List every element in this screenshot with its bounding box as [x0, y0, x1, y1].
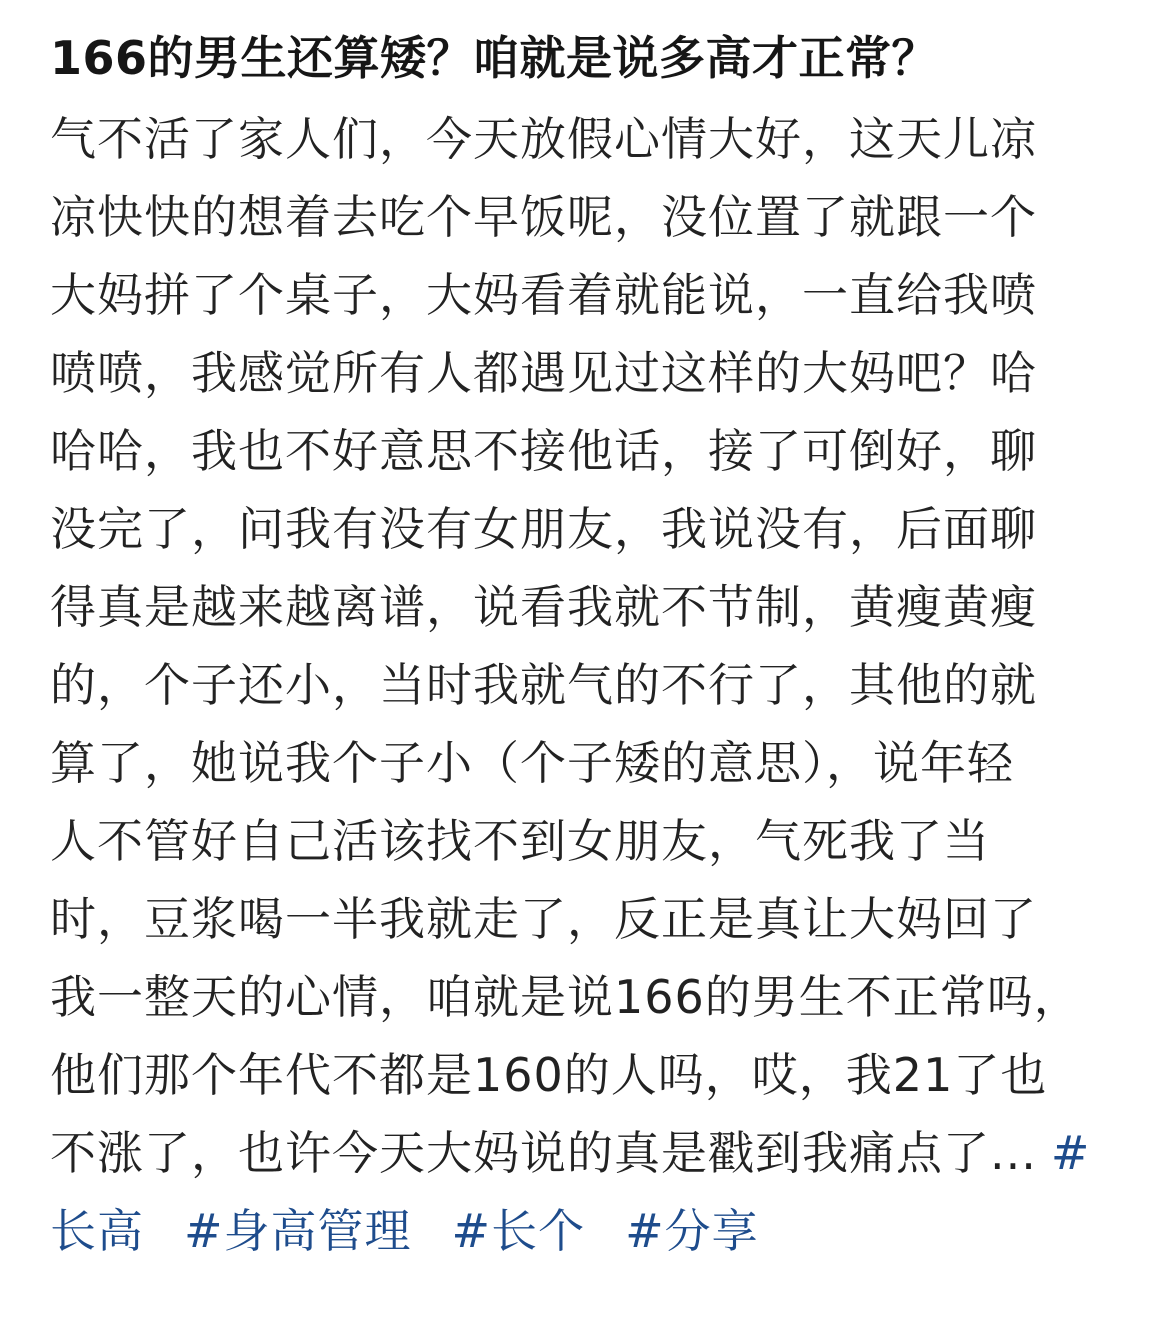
- post-body: [50, 100, 1130, 1270]
- post-body-line: 哈哈，我也不好意思不接他话，接了可倒好，聊: [50, 424, 1037, 478]
- post-body-line: 的，个子还小，当时我就气的不行了，其他的就: [50, 658, 1037, 712]
- hashtag-link-share[interactable]: #分享: [625, 1204, 759, 1258]
- post-title: 166的男生还算矮？咱就是说多高才正常？: [50, 31, 939, 85]
- post-body-line: 算了，她说我个子小（个子矮的意思），说年轻: [50, 736, 1014, 790]
- post-body-line-with-tag: [50, 1114, 1130, 1192]
- post-body-line: 我一整天的心情，咱就是说166的男生不正常吗，: [50, 970, 1081, 1024]
- post-body-line: 气不活了家人们，今天放假心情大好，这天儿凉: [50, 112, 1037, 166]
- hashtag-link-grow-taller[interactable]: #长个: [451, 1204, 586, 1258]
- hashtag-row: [50, 1192, 1130, 1270]
- hashtag-link-height[interactable]: 长高: [50, 1204, 144, 1258]
- post-body-line: 没完了，问我有没有女朋友，我说没有，后面聊: [50, 502, 1037, 556]
- post-body-line: 他们那个年代不都是160的人吗，哎，我21了也: [50, 1048, 1048, 1102]
- hashtag-link-start[interactable]: #: [1050, 1126, 1091, 1180]
- post-body-line: 喷喷，我感觉所有人都遇见过这样的大妈吧？哈: [50, 346, 1037, 400]
- hashtag-link-height-management[interactable]: #身高管理: [184, 1204, 412, 1258]
- post-body-line: 人不管好自己活该找不到女朋友，气死我了当: [50, 814, 990, 868]
- post-body-text: 不涨了，也许今天大妈说的真是戳到我痛点了...: [50, 1126, 1037, 1180]
- post-body-line: 大妈拼了个桌子，大妈看着就能说，一直给我喷: [50, 268, 1037, 322]
- post-body-line: 得真是越来越离谱，说看我就不节制，黄瘦黄瘦: [50, 580, 1037, 634]
- post-body-line: 凉快快的想着去吃个早饭呢，没位置了就跟一个: [50, 190, 1037, 244]
- post-container: [50, 20, 1130, 1270]
- post-body-line: 时，豆浆喝一半我就走了，反正是真让大妈回了: [50, 892, 1037, 946]
